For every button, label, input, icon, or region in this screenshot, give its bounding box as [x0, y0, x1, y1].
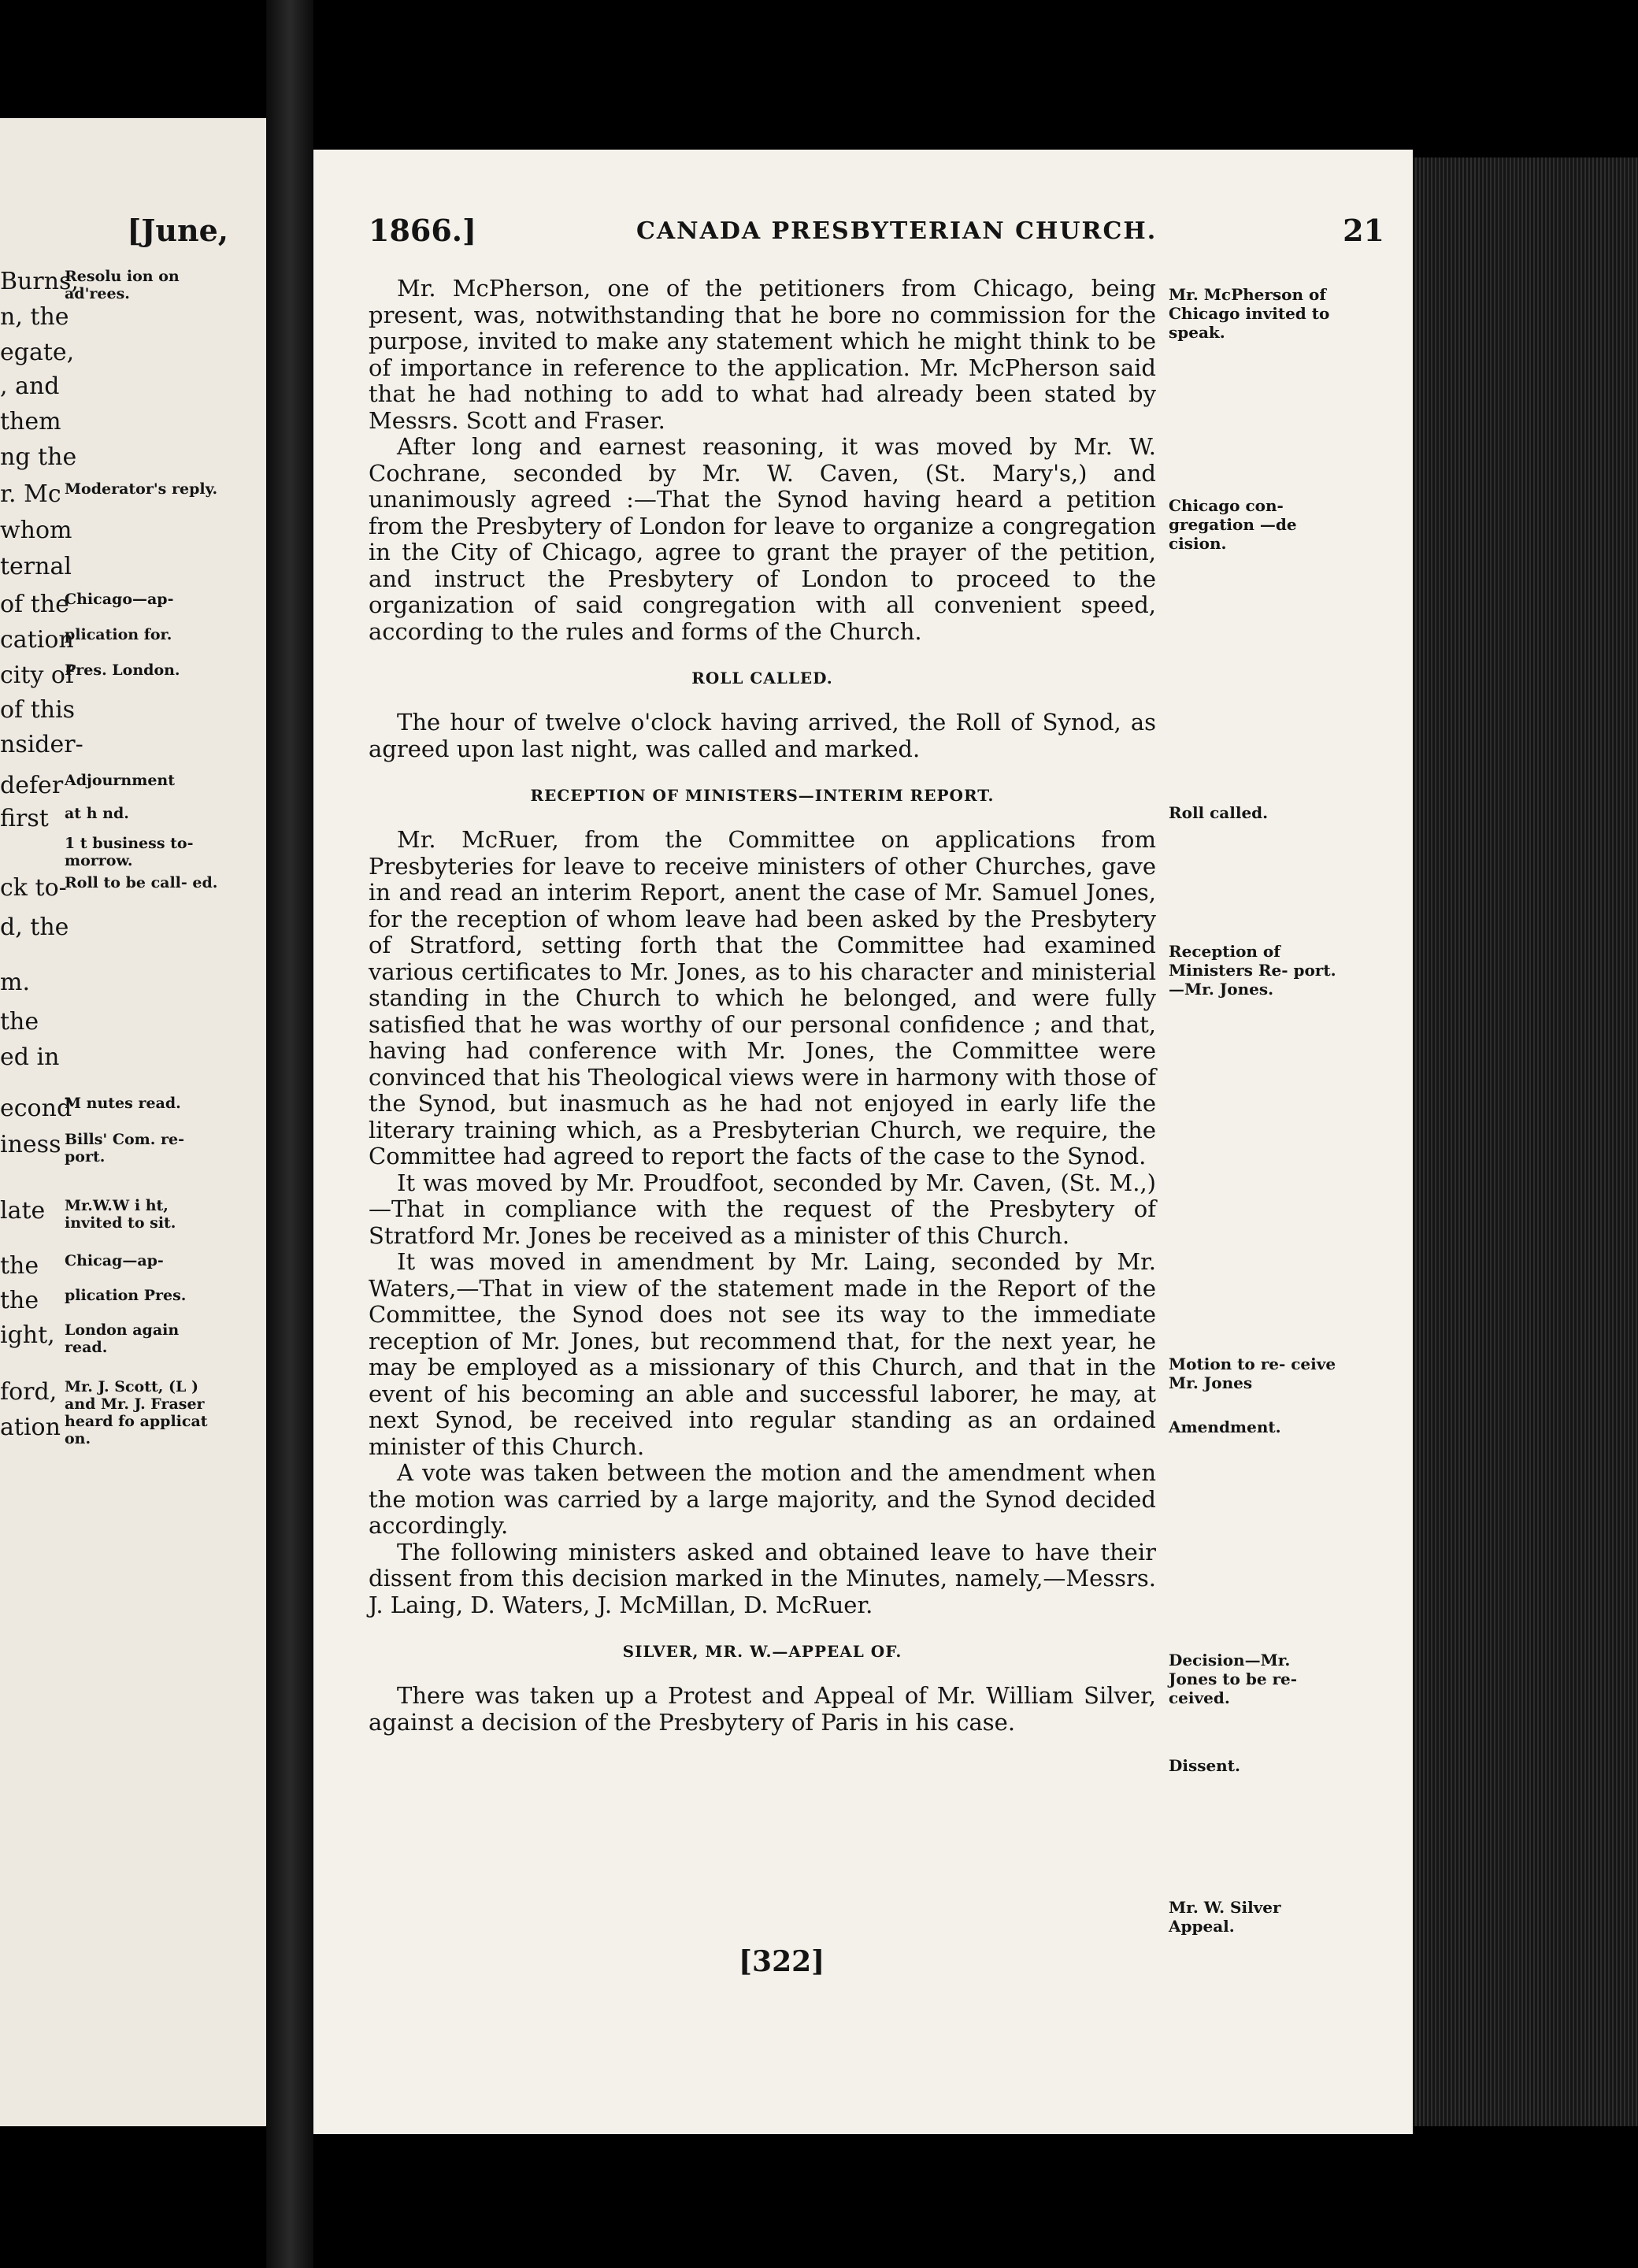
right-page — [313, 150, 1413, 2134]
left-page-row — [0, 914, 266, 945]
left-page-sidenote: Moderator's reply. — [65, 480, 218, 498]
left-page-fragment: defer — [0, 772, 64, 799]
left-page-row — [0, 662, 266, 693]
left-page-fragment: r. Mc — [0, 480, 61, 508]
left-page-fragment: ed in — [0, 1043, 60, 1071]
margin-note-decision: Decision—Mr. Jones to be re- ceived. — [1169, 1651, 1298, 1707]
left-page-fragment: whom — [0, 517, 72, 544]
left-page-fragment: the — [0, 1252, 39, 1280]
margin-note-dissent: Dissent. — [1169, 1756, 1240, 1775]
header-year: 1866.] — [369, 213, 476, 248]
left-page-row — [0, 408, 266, 439]
paragraph-interim-report: Mr. McRuer, from the Committee on applications from Presbyteries for leave to receive ministers of other Churches, gave in and read an interim Report, anent the case of Mr. Samuel Jones, for the reception of whom leave had been asked by the Presbytery of Stratford, setting forth that the Committee had examined various certificates to Mr. Jones, as to his character and ministerial standing in the Church to which he belonged, and were fully satisfied that he was worthy of our personal confidence ; and that, having had conference with Mr. Jones, the Committee were convinced that his Theological views were in harmony with those of the Synod, but inasmuch as he had not enjoyed in early life the literary training which, as a Presbyterian Church, we require, the Committee had agreed to report the facts of the case to the Synod. — [369, 826, 1156, 1169]
paragraph-dissent: The following ministers asked and obtained leave to have their dissent from this decision marked in the Minutes, namely,—Messrs. J. Laing, D. Waters, J. McMillan, D. McRuer. — [369, 1538, 1156, 1618]
left-page-row — [0, 553, 266, 584]
margin-note-chicago-decision: Chicago con- gregation —de cision. — [1169, 496, 1297, 553]
left-page-sidenote: Mr.W.W i ht, invited to sit. — [65, 1197, 176, 1232]
margin-note-amendment: Amendment. — [1169, 1418, 1281, 1436]
left-page-row — [0, 443, 266, 475]
left-page-row — [0, 480, 266, 512]
left-page-fragment: first — [0, 805, 49, 832]
left-page-row — [0, 372, 266, 404]
left-page-row — [0, 1131, 266, 1166]
left-page-row — [0, 1252, 266, 1284]
left-page-sidenote: M nutes read. — [65, 1095, 181, 1112]
book-page-edges — [1413, 158, 1638, 2126]
left-page-fragment: n, the — [0, 303, 69, 331]
left-page-sidenote: Resolu ion on ad'rees. — [65, 268, 180, 302]
left-page-sidenote: Bills' Com. re- port. — [65, 1131, 184, 1166]
left-page-fragment: cation — [0, 626, 74, 654]
left-page-fragment: ation — [0, 1414, 61, 1441]
paragraph-motion-chicago: After long and earnest reasoning, it was moved by Mr. W. Cochrane, seconded by Mr. W. Caven, (St. Mary's,) and unanimously agreed :—That the Synod having heard a petition from the Presbytery of London for leave to organize a congregation in the City of Chicago, agree to grant the prayer of the petition, and instruct the Presbytery of London to proceed to the organization of said congregation with all convenient speed, according to the rules and forms of the Church. — [369, 433, 1156, 645]
left-page-fragment: late — [0, 1197, 46, 1225]
left-page-sidenote: Chicago—ap- — [65, 591, 174, 608]
left-page-fragment: , and — [0, 372, 60, 400]
paragraph-roll: The hour of twelve o'clock having arrived, the Roll of Synod, as agreed upon last night, was called and marked. — [369, 709, 1156, 762]
left-page-sidenote: plication for. — [65, 626, 172, 643]
left-page-fragment: the — [0, 1287, 39, 1314]
left-page-fragment: iness — [0, 1131, 61, 1158]
left-page-row — [0, 626, 266, 658]
left-page-row — [0, 772, 266, 803]
main-text-column — [369, 276, 1156, 1736]
left-page-row — [0, 1321, 266, 1356]
page-number: 21 — [1343, 213, 1384, 248]
page-header — [369, 213, 1384, 252]
left-page-row — [0, 268, 266, 302]
book-gutter — [266, 0, 313, 2268]
left-page-sidenote: Pres. London. — [65, 662, 180, 679]
left-page-row — [0, 517, 266, 548]
left-page-fragment: city of — [0, 662, 75, 689]
left-page-sidenote: Mr. J. Scott, (L ) and Mr. J. Fraser heard fo applicat on. — [65, 1378, 208, 1447]
left-page-fragment: Burns, — [0, 268, 79, 295]
left-page-fragment: nsider- — [0, 731, 83, 758]
left-page-row — [0, 1008, 266, 1040]
left-page-fragment: m. — [0, 969, 30, 996]
left-page-fragment: ight, — [0, 1321, 55, 1349]
left-page-sidenote: Roll to be call- ed. — [65, 874, 218, 891]
left-page-row — [0, 1095, 266, 1126]
heading-reception: RECEPTION OF MINISTERS—INTERIM REPORT. — [530, 786, 995, 805]
left-page-row — [0, 1043, 266, 1075]
margin-note-mcpherson: Mr. McPherson of Chicago invited to speak. — [1169, 285, 1330, 342]
left-page-row — [0, 835, 266, 869]
left-page-header-right: [June, — [127, 213, 228, 248]
folio-number: [322] — [739, 1945, 825, 1978]
running-title: CANADA PRESBYTERIAN CHURCH. — [636, 217, 1158, 245]
left-page-row — [0, 969, 266, 1000]
margin-note-reception: Reception of Ministers Re- port.—Mr. Jones. — [1169, 942, 1336, 999]
paragraph-amendment: It was moved in amendment by Mr. Laing, seconded by Mr. Waters,—That in view of the statement made in the Report of the Committee, the Synod does not see its way to the immediate reception of Mr. Jones, but recommend that, for the next year, he may be employed as a missionary of this Church, and that in the event of his becoming an able and successful laborer, he may, at next Synod, be received into regular standing as an ordained minister of this Church. — [369, 1248, 1156, 1460]
margin-note-silver: Mr. W. Silver Appeal. — [1169, 1898, 1281, 1936]
left-page-row — [0, 731, 266, 762]
left-page-sidenote: Adjournment — [65, 772, 175, 789]
left-page-row — [0, 339, 266, 370]
left-page-row — [0, 1197, 266, 1232]
left-page-row — [0, 696, 266, 728]
left-page-sidenote: at h nd. — [65, 805, 129, 822]
left-page-row — [0, 1287, 266, 1318]
left-facing-page — [0, 118, 269, 2126]
margin-note-motion: Motion to re- ceive Mr. Jones — [1169, 1354, 1336, 1392]
left-page-fragment: of this — [0, 696, 76, 724]
paragraph-mcpherson: Mr. McPherson, one of the petitioners from Chicago, being present, was, notwithstanding that he bore no commission for the purpose, invited to make any statement which he might think to be of importance in reference to the application. Mr. McPherson said that he had nothing to add to what had already been stated by Messrs. Scott and Fraser. — [369, 275, 1156, 434]
margin-note-roll-called: Roll called. — [1169, 803, 1269, 822]
left-page-fragment: of the — [0, 591, 69, 618]
left-page-sidenote: Chicag—ap- — [65, 1252, 164, 1269]
left-page-fragment: ternal — [0, 553, 72, 580]
left-page-row — [0, 874, 266, 906]
left-page-fragment: ng the — [0, 443, 77, 471]
left-page-fragment: ford, — [0, 1378, 57, 1406]
paragraph-motion-proudfoot: It was moved by Mr. Proudfoot, seconded by Mr. Caven, (St. M.,)—That in compliance with the request of the Presbytery of Stratford Mr. Jones be received as a minister of this Church. — [369, 1169, 1156, 1249]
left-page-sidenote: 1 t business to- morrow. — [65, 835, 194, 869]
left-page-fragment: the — [0, 1008, 39, 1036]
paragraph-vote: A vote was taken between the motion and the amendment when the motion was carried by a large majority, and the Synod decided accordingly. — [369, 1459, 1156, 1539]
left-page-sidenote: London again read. — [65, 1321, 180, 1356]
left-page-row — [0, 1414, 266, 1445]
left-page-fragment: them — [0, 408, 61, 435]
heading-silver-appeal: SILVER, MR. W.—APPEAL OF. — [622, 1642, 902, 1661]
left-page-fragment: ck to- — [0, 874, 67, 902]
paragraph-silver: There was taken up a Protest and Appeal of Mr. William Silver, against a decision of the Presbytery of Paris in his case. — [369, 1682, 1156, 1736]
left-page-row — [0, 805, 266, 836]
left-page-fragment: econd — [0, 1095, 72, 1122]
left-page-fragment: egate, — [0, 339, 75, 366]
heading-roll-called: ROLL CALLED. — [691, 669, 833, 687]
left-page-sidenote: plication Pres. — [65, 1287, 187, 1304]
left-page-row — [0, 591, 266, 622]
left-page-row — [0, 303, 266, 335]
left-page-fragment: d, the — [0, 914, 69, 941]
